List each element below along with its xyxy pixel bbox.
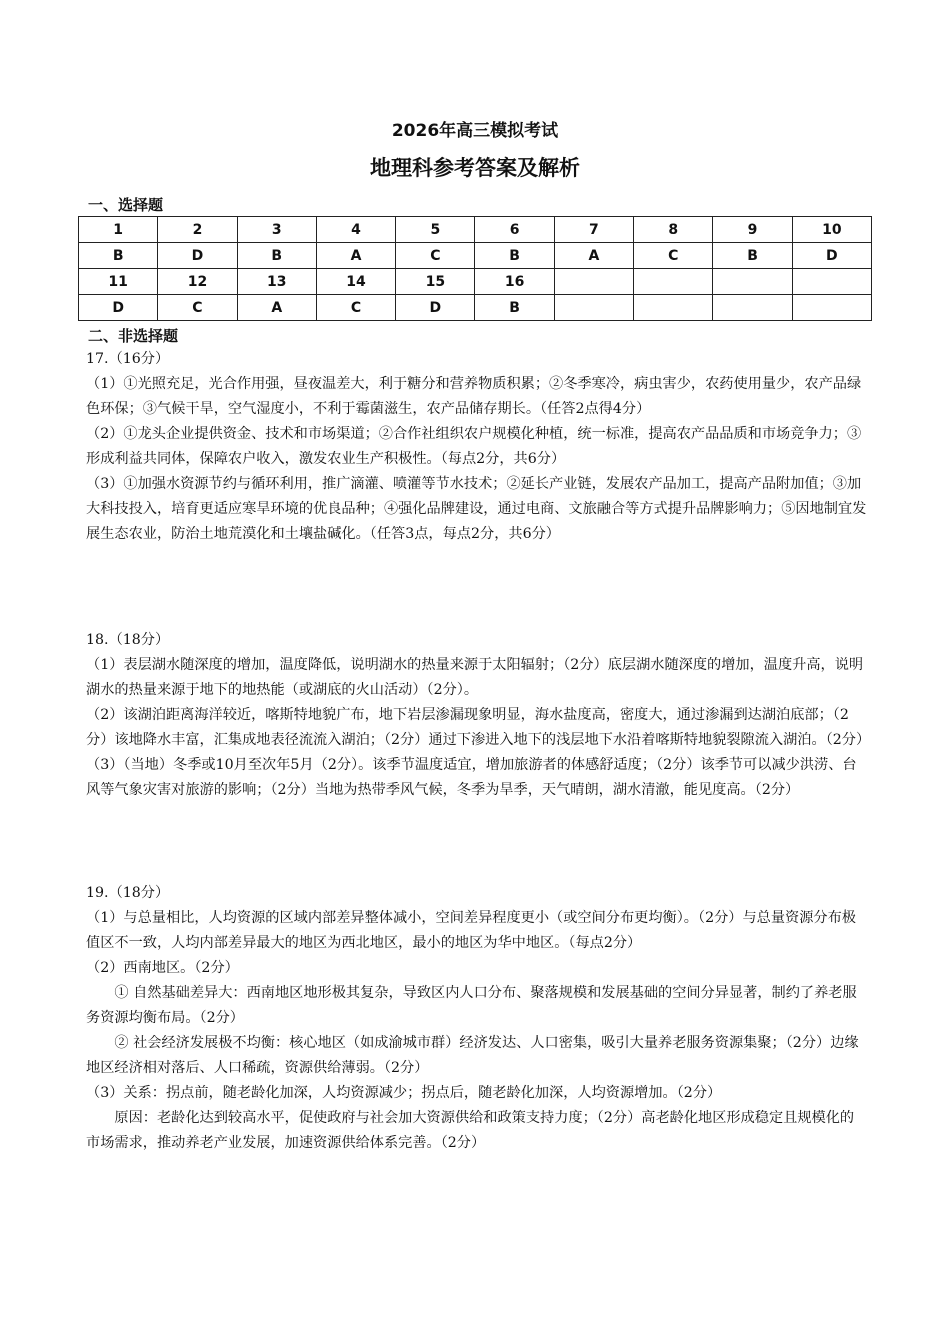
question-19-point1: ① 自然基础差异大：西南地区地形极其复杂，导致区内人口分布、聚落规模和发展基础的空间分异显著，制约了养老服务资源均衡布局。（2分）	[86, 985, 857, 1026]
question-number-cell	[554, 269, 633, 295]
answer-cell: D	[792, 243, 871, 269]
question-17	[86, 347, 868, 547]
question-18-part3: （3）（当地）冬季或10月至次年5月（2分）。该季节温度适宜，增加旅游者的体感舒适度；（2分）该季节可以减少洪涝、台风等气象灾害对旅游的影响；（2分）当地为热带季风气候，冬季为旱季，天气晴朗，湖水清澈，能见度高。（2分）	[86, 757, 857, 798]
answer-cell: A	[237, 295, 316, 321]
question-17-part3: （3）①加强水资源节约与循环利用，推广滴灌、喷灌等节水技术；②延长产业链，发展农产品加工，提高产品附加值；③加大科技投入，培育更适应寒旱环境的优良品种；④强化品牌建设，通过电商、文旅融合等方式提升品牌影响力；⑤因地制宜发展生态农业，防治土地荒漠化和土壤盐碱化。（任答3点，每点2分，共6分）	[86, 476, 867, 542]
question-number-cell: 8	[634, 217, 713, 243]
question-number-cell: 9	[713, 217, 792, 243]
question-number-cell: 5	[396, 217, 475, 243]
question-19	[86, 881, 868, 1156]
answer-cell: C	[158, 295, 237, 321]
question-number-cell: 3	[237, 217, 316, 243]
question-19-part1: （1）与总量相比，人均资源的区域内部差异整体减小，空间差异程度更小（或空间分布更均衡）。（2分）与总量资源分布极值区不一致，人均内部差异最大的地区为西北地区，最小的地区为华中地区。（每点2分）	[86, 910, 856, 951]
question-18-part2: （2）该湖泊距离海洋较近，喀斯特地貌广布，地下岩层渗漏现象明显，海水盐度高，密度大，通过渗漏到达湖泊底部；（2分）该地降水丰富，汇集成地表径流流入湖泊；（2分）通过下渗进入地下的浅层地下水沿着喀斯特地貌裂隙流入湖泊。（2分）	[86, 707, 871, 748]
answer-cell	[792, 295, 871, 321]
section-heading-choice: 一、选择题	[88, 196, 164, 214]
question-number-cell: 7	[554, 217, 633, 243]
question-number-cell	[713, 269, 792, 295]
answer-cell: D	[396, 295, 475, 321]
document-subtitle: 地理科参考答案及解析	[370, 156, 580, 180]
answer-cell: B	[475, 295, 554, 321]
question-18-part1: （1）表层湖水随深度的增加，温度降低，说明湖水的热量来源于太阳辐射；（2分）底层湖水随深度的增加，温度升高，说明湖水的热量来源于地下的地热能（或湖底的火山活动）（2分）。	[86, 657, 864, 698]
answer-cell: C	[316, 295, 395, 321]
answer-cell: B	[237, 243, 316, 269]
answer-cell: D	[158, 243, 237, 269]
exam-title: 2026年高三模拟考试	[391, 121, 559, 141]
question-number-cell: 13	[237, 269, 316, 295]
section-heading-nonchoice: 二、非选择题	[88, 327, 179, 345]
question-number-cell: 1	[79, 217, 158, 243]
question-number-cell: 12	[158, 269, 237, 295]
question-number-cell	[634, 269, 713, 295]
question-18	[86, 628, 871, 803]
answer-cell	[634, 295, 713, 321]
question-number-cell: 15	[396, 269, 475, 295]
question-number-cell: 11	[79, 269, 158, 295]
question-18-title: 18.（18分）	[86, 632, 170, 648]
question-19-point2: ② 社会经济发展极不均衡：核心地区（如成渝城市群）经济发达、人口密集，吸引大量养老服务资源集聚；（2分）边缘地区经济相对落后、人口稀疏，资源供给薄弱。（2分）	[86, 1035, 859, 1076]
answer-cell: A	[316, 243, 395, 269]
question-17-title: 17.（16分）	[86, 351, 170, 367]
answer-cell: A	[554, 243, 633, 269]
answer-cell: B	[475, 243, 554, 269]
answer-cell	[554, 295, 633, 321]
question-number-cell: 2	[158, 217, 237, 243]
answer-cell: C	[396, 243, 475, 269]
question-19-reason: 原因：老龄化达到较高水平，促使政府与社会加大资源供给和政策支持力度；（2分）高老龄化地区形成稳定且规模化的市场需求，推动养老产业发展，加速资源供给体系完善。（2分）	[86, 1110, 855, 1151]
answer-cell: B	[79, 243, 158, 269]
answer-cell: B	[713, 243, 792, 269]
question-17-part1: （1）①光照充足，光合作用强，昼夜温差大，利于糖分和营养物质积累；②冬季寒冷，病虫害少，农药使用量少，农产品绿色环保；③气候干旱，空气湿度小，不利于霉菌滋生，农产品储存期长。（任答2点得4分）	[86, 376, 862, 417]
answer-table-row	[79, 217, 872, 243]
answer-table-row	[79, 243, 872, 269]
answer-table-row	[79, 295, 872, 321]
choice-answer-table	[78, 216, 872, 321]
question-number-cell: 6	[475, 217, 554, 243]
answer-cell: C	[634, 243, 713, 269]
question-19-title: 19.（18分）	[86, 885, 170, 901]
question-number-cell: 4	[316, 217, 395, 243]
question-number-cell: 14	[316, 269, 395, 295]
answer-table-row	[79, 269, 872, 295]
question-number-cell	[792, 269, 871, 295]
question-19-part3: （3）关系：拐点前，随老龄化加深，人均资源减少；拐点后，随老龄化加深，人均资源增加。（2分）	[86, 1085, 722, 1101]
question-19-part2: （2）西南地区。（2分）	[86, 960, 239, 976]
question-number-cell: 16	[475, 269, 554, 295]
answer-cell	[713, 295, 792, 321]
question-17-part2: （2）①龙头企业提供资金、技术和市场渠道；②合作社组织农户规模化种植，统一标准，提高农产品品质和市场竞争力；③形成利益共同体，保障农户收入，激发农业生产积极性。（每点2分，共6分）	[86, 426, 862, 467]
answer-cell: D	[79, 295, 158, 321]
question-number-cell: 10	[792, 217, 871, 243]
